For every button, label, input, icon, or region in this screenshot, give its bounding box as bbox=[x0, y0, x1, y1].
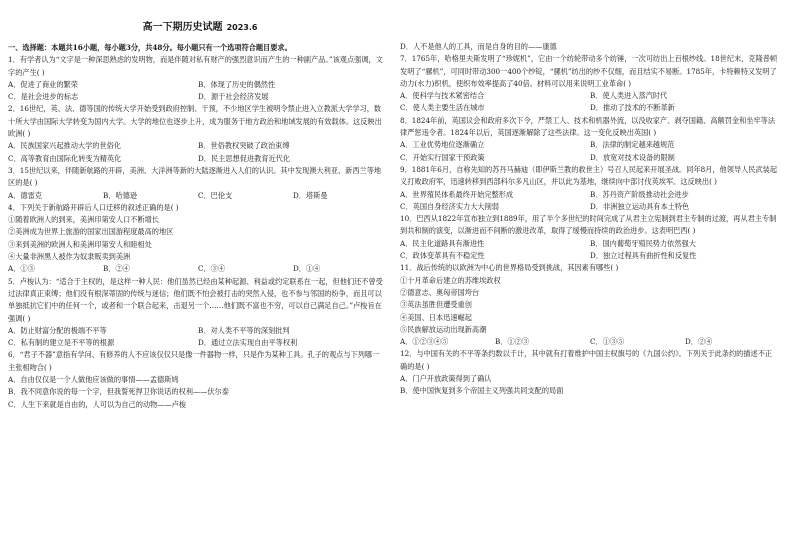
option: B．使中国恢复到多个帝国主义列强共同支配的局面 bbox=[400, 386, 564, 396]
statement-item: ①随着欧洲人的到来，美洲印第安人口不断增长 bbox=[8, 215, 159, 225]
option: A．德雷克 bbox=[8, 190, 42, 200]
option: C．人生下来就是自由的，人可以为自己的动物——卢梭 bbox=[8, 399, 187, 409]
question-text: 1．有学者认为“文字是一种深思熟虑的发明物，而是伴随对私有财产的强烈意识而产生的一种副产品。”该观点强调，文字的产生( ) bbox=[8, 55, 383, 77]
question-text: 8．1824年前，英国议会和政府多次下令，严禁工人、技术和机器外流，以没收家产、剥夺国籍、高额罚金和坐牢等法律严惩违令者。1824年以后，英国逐渐解除了这些法律。这一变化反映出英国( ) bbox=[400, 115, 776, 138]
question-text: 9．1881年6月，自称先知的苏丹马赫迪（即伊斯兰教的救世主）号召人民起来开展圣战。同年8月，他领导人民武装起义打败政府军，迅速转移到西部科尔多凡山区，并以此为基地，继续向中部讨伐英埃军。这反映出( ) bbox=[400, 164, 778, 187]
statement-item: ⑤民族解放运动出现新高潮 bbox=[400, 324, 487, 334]
option: B．①②③ bbox=[495, 337, 530, 347]
statement-item: ③来到美洲的欧洲人和美洲印第安人和睦相处 bbox=[8, 239, 152, 249]
option: A．①②③④⑤ bbox=[400, 337, 449, 347]
question-9 bbox=[400, 164, 778, 213]
option: A．世界殖民体系最终开始完整形成 bbox=[400, 189, 514, 199]
question-1 bbox=[8, 54, 386, 103]
question-11 bbox=[400, 262, 778, 348]
question-6 bbox=[8, 349, 386, 410]
option: A．民族国家兴起推动大学的世俗化 bbox=[8, 141, 122, 151]
option: A．民主化道路具有渐进性 bbox=[400, 238, 485, 248]
question-text: 3．15世纪以来，伴随新航路的开辟，美洲、大洋洲等新的大陆逐渐进入人们的认识。其中发现澳大利亚、新西兰等地区的是( ) bbox=[8, 165, 382, 188]
statement-item: ③英法虽胜但遭受重创 bbox=[400, 300, 472, 310]
question-text: 6．“君子不器”意指有学问、有修养的人不应该仅仅只是像一件器物一样，只是作为某种工具。孔子的观点与下列哪一主张相吻合( ) bbox=[8, 350, 380, 372]
question-text: 2．16世纪，英、法、德等国的传统大学开始受到政府控制、干预，不少地区学生被明令禁止进入立教派大学学习，数十所大学由国际大学转变为国内大学。大学的地位也逐步上升，成为服务于地方政治和地域发展的有效载体。这反映出欧洲( ) bbox=[8, 104, 382, 139]
option: A．防止财富分配的极端不平等 bbox=[8, 325, 107, 335]
statement-item: ①十月革命后建立的苏维埃政权 bbox=[400, 275, 501, 285]
statement-item: ④大量非洲黑人被作为奴隶贩卖到美洲 bbox=[8, 252, 131, 262]
option: D．人不是他人的工具，而是自身的目的——康德 bbox=[400, 42, 557, 51]
option: B．世俗教权突破了政治束缚 bbox=[198, 141, 290, 151]
option: C．开始实行国家干预政策 bbox=[400, 152, 485, 162]
option: B．我不同意你说的每一个字，但我誓死捍卫你说话的权利——伏尔泰 bbox=[8, 387, 229, 397]
question-text: 5．卢梭认为：“适合于主权的，是这样一种人民：他们虽然已经由某种起源、利益或约定联系在一起，但他们还不曾受过法律真正束缚；他们没有根深蒂固的传统与迷信；他们既不怕会被打击的突然入侵，也不参与邻国的纷争，而且可以单独抵抗它们中的任何一个，或者和一个联合起来，击退另一个……他们既不富也不穷，可以自己满足自己。”卢梭旨在强调( ) bbox=[8, 276, 383, 323]
option: C．是社会进步的标志 bbox=[8, 92, 79, 102]
option: C．私有制的建立是不平等的根源 bbox=[8, 338, 115, 348]
option: D．推动了技术的不断革新 bbox=[590, 103, 675, 113]
question-text: 10．巴西从1822年宣布独立到1889年，用了半个多世纪的时间完成了从君主立宪制到君主专制的过渡，再从君主专制到共和制的演变，以渐进而不间断的激进改革，取得了缓慢而持续的政治进步。这表明巴西( ) bbox=[400, 214, 777, 236]
question-text: 4．下列关于新航路开辟后人口迁移的叙述正确的是( ) bbox=[8, 202, 179, 212]
option: A．使科学与技术紧密结合 bbox=[400, 91, 485, 101]
section-heading: 一、选择题：本题共16小题，每小题3分，共48分。每小题只有一个选项符合题目要求。 bbox=[8, 43, 292, 52]
option: A．工业优势地位逐渐确立 bbox=[400, 140, 485, 150]
option: B．国内葡萄牙殖民势力依然强大 bbox=[590, 238, 696, 248]
option: D．②④ bbox=[685, 337, 713, 347]
option: C．使人类主要生活在城市 bbox=[400, 103, 485, 113]
option: B．②④ bbox=[103, 264, 130, 274]
option: C．高等教育由国际化转变为精英化 bbox=[8, 153, 122, 163]
statement-item: ④美国、日本迅速崛起 bbox=[400, 312, 472, 322]
question-10 bbox=[400, 213, 778, 262]
option: D．放宽对技术设备的限制 bbox=[590, 152, 675, 162]
option: A．促进了商业的繁荣 bbox=[8, 79, 78, 89]
question-8 bbox=[400, 115, 778, 164]
option: D．通过立法实现自由平等权利 bbox=[198, 338, 298, 348]
question-4 bbox=[8, 202, 386, 276]
question-12 bbox=[400, 348, 778, 397]
question-text: 12．与中国有关的不平等条约数以千计，其中就有打着维护中国主权旗号的《九国公约》。下列关于此条约的描述不正确的是( ) bbox=[400, 349, 773, 371]
option: A．门户开放政策得到了确认 bbox=[400, 374, 492, 384]
page-title bbox=[0, 18, 400, 33]
question-5 bbox=[8, 276, 386, 350]
option: C．③④ bbox=[198, 264, 226, 274]
question-3 bbox=[8, 165, 386, 202]
option: B．对人类不平等的深刻批判 bbox=[198, 325, 290, 335]
left-column bbox=[8, 42, 386, 411]
option: B．体现了历史的偶然性 bbox=[198, 79, 276, 89]
question-text: 7．1765年，哈格里夫斯发明了“珍妮机”，它由一个纺轮带动多个纺锤，一次可纺出上百根纱线。18世纪末，克隆普顿发明了“骡机”，可同时带动300一400个纱锭，“骡机”纺出的纱不仅细，而且结实不易断。1785年，卡特赖特又发明了动力(水力)织机，使织布效率提高了40倍。材料可以用来说明工业革命( ) bbox=[400, 54, 778, 88]
option: C．巴伦支 bbox=[198, 190, 233, 200]
option: C．政体变革具有不稳定性 bbox=[400, 251, 485, 261]
option: C．英国自身经济实力大大削弱 bbox=[400, 201, 499, 211]
option: D．①④ bbox=[293, 264, 321, 274]
option: D．民主思想促进教育近代化 bbox=[198, 153, 291, 163]
option: D．非洲独立运动具有本土特色 bbox=[590, 201, 690, 211]
option: D．塔斯曼 bbox=[293, 190, 328, 200]
title-text: 高一下期历史试题 bbox=[142, 22, 223, 33]
statement-item: ②德意志、奥匈帝国垮台 bbox=[400, 287, 480, 297]
right-column bbox=[400, 41, 778, 398]
option: D．源于社会经济发展 bbox=[198, 92, 269, 102]
option: B．使人类进入蒸汽时代 bbox=[590, 91, 668, 101]
option: B．苏丹资产阶级推动社会进步 bbox=[590, 189, 689, 199]
option: A．①③ bbox=[8, 264, 35, 274]
option: A．自由仅仅是一个人做他应该做的事情——孟德斯鸠 bbox=[8, 375, 179, 385]
option: B．哈德逊 bbox=[103, 190, 138, 200]
question-7 bbox=[400, 53, 778, 114]
option: C．①③⑤ bbox=[590, 337, 625, 347]
option: B．法律的制定越来越规范 bbox=[590, 140, 675, 150]
question-2 bbox=[8, 103, 386, 164]
title-year: 2023.6 bbox=[226, 23, 258, 32]
option: D．独立过程具有曲折性和反复性 bbox=[590, 251, 697, 261]
statement-item: ②美洲成为世界上旅游的国家出国游程度最高的地区 bbox=[8, 227, 174, 237]
question-text: 11．战后传统的以欧洲为中心的世界格局受到挑战，其因素有哪些( ) bbox=[400, 263, 619, 273]
